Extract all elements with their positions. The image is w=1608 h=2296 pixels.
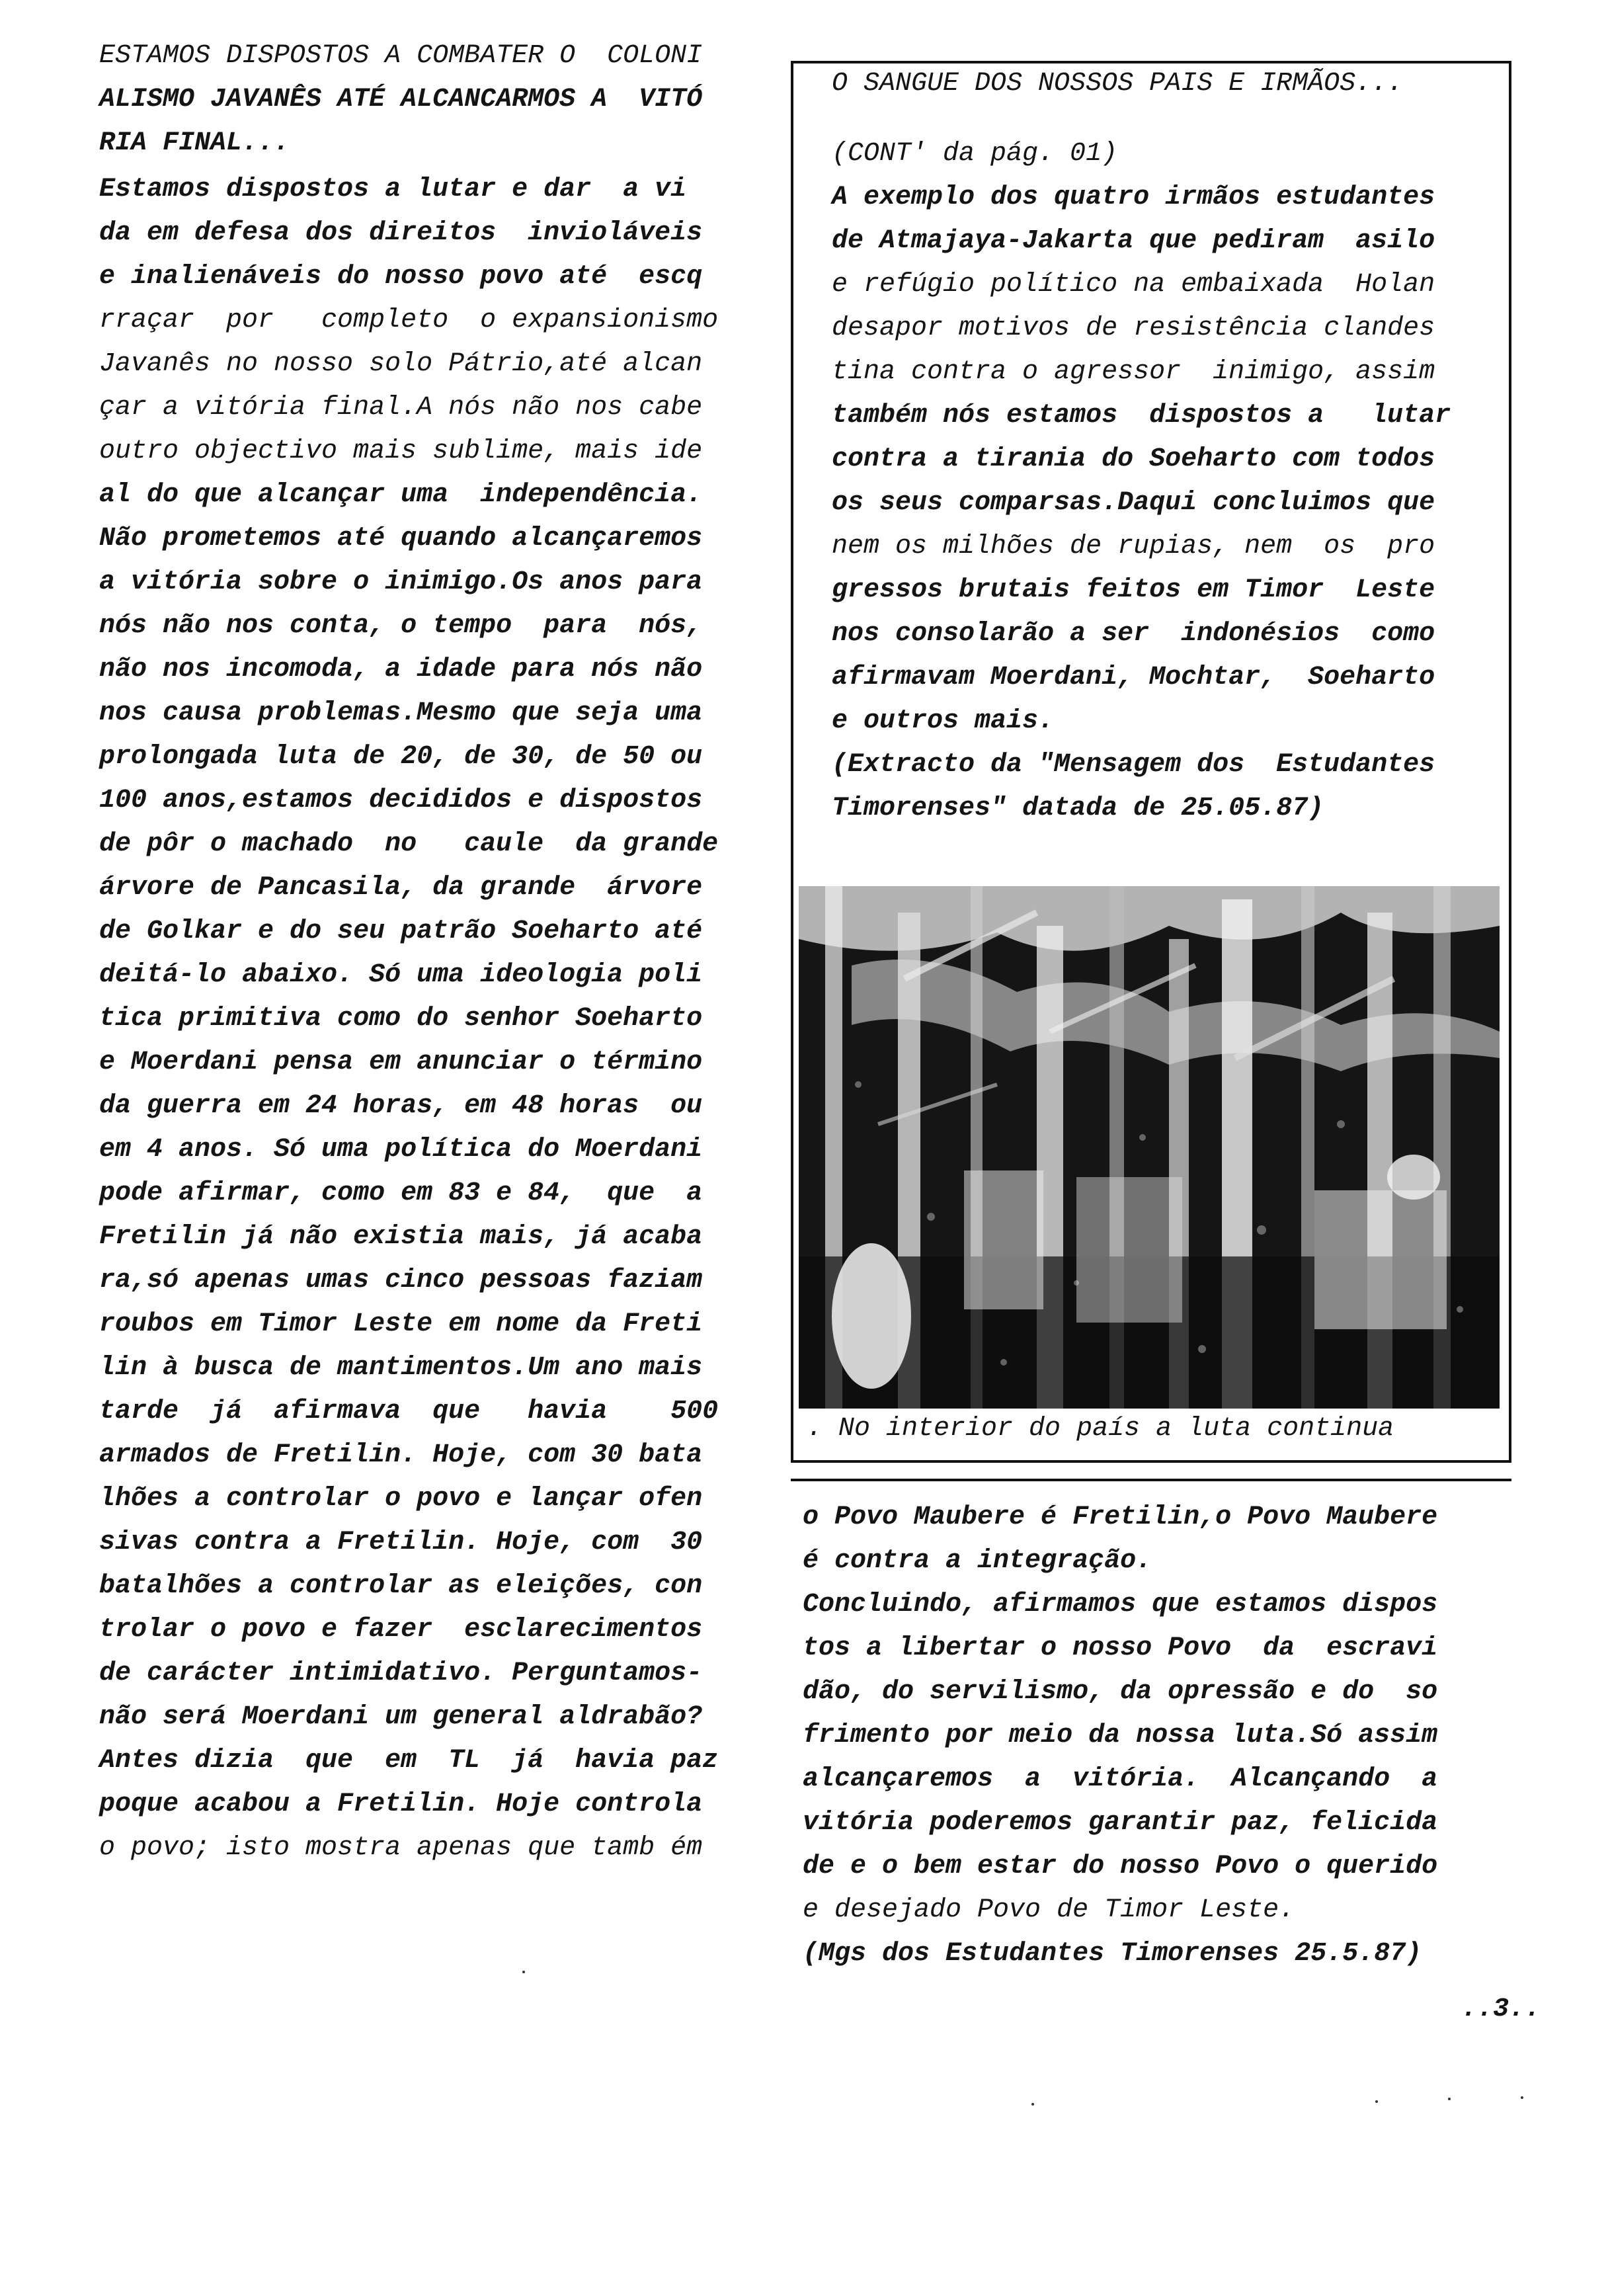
- conclusion-line: é contra a integração.: [803, 1546, 1152, 1576]
- body-line: não nos incomoda, a idade para nós não: [99, 655, 703, 684]
- article-line: de Atmajaya-Jakarta que pediram asilo: [832, 226, 1435, 256]
- article-line: e outros mais.: [832, 706, 1055, 736]
- body-line: de pôr o machado no caule da grande: [99, 829, 719, 859]
- body-line: Não prometemos até quando alcançaremos: [99, 524, 703, 554]
- body-line: o povo; isto mostra apenas que tamb ém: [99, 1833, 703, 1863]
- body-line: Antes dizia que em TL já havia paz: [99, 1746, 719, 1776]
- article-line: também nós estamos dispostos a lutar: [832, 401, 1451, 430]
- conclusion-line: o Povo Maubere é Fretilin,o Povo Maubere: [803, 1502, 1438, 1532]
- body-line: sivas contra a Fretilin. Hoje, com 30: [99, 1528, 703, 1557]
- body-line: trolar o povo e fazer esclarecimentos: [99, 1615, 703, 1645]
- article-line: tina contra o agressor inimigo, assim: [832, 357, 1435, 387]
- body-line: çar a vitória final.A nós não nos cabe: [99, 393, 703, 423]
- section-divider: [791, 1479, 1511, 1481]
- body-line: nós não nos conta, o tempo para nós,: [99, 611, 703, 641]
- article-box-text: [832, 62, 1506, 831]
- article-line: nem os milhões de rupias, nem os pro: [832, 532, 1435, 561]
- body-line: Fretilin já não existia mais, já acaba: [99, 1222, 703, 1252]
- article-line: afirmavam Moerdani, Mochtar, Soeharto: [832, 663, 1435, 692]
- body-line: deitá-lo abaixo. Só uma ideologia poli: [99, 960, 703, 990]
- body-line: Estamos dispostos a lutar e dar a vi: [99, 175, 687, 204]
- body-line: pode afirmar, como em 83 e 84, que a: [99, 1178, 703, 1208]
- body-line: 100 anos,estamos decididos e dispostos: [99, 786, 703, 815]
- body-line: roubos em Timor Leste em nome da Freti: [99, 1309, 703, 1339]
- conclusion-line: de e o bem estar do nosso Povo o querido: [803, 1852, 1438, 1881]
- spacer: [832, 106, 1506, 132]
- body-line: ra,só apenas umas cinco pessoas faziam: [99, 1266, 703, 1295]
- body-line: da em defesa dos direitos invioláveis: [99, 218, 703, 248]
- body-line: tica primitiva como do senhor Soeharto: [99, 1004, 703, 1034]
- body-line: armados de Fretilin. Hoje, com 30 bata: [99, 1440, 703, 1470]
- citation-line: Timorenses" datada de 25.05.87): [832, 794, 1324, 823]
- conclusion-line: e desejado Povo de Timor Leste.: [803, 1895, 1295, 1925]
- conclusion-citation: (Mgs dos Estudantes Timorenses 25.5.87): [803, 1939, 1422, 1969]
- body-line: Javanês no nosso solo Pátrio,até alcan: [99, 349, 703, 379]
- body-line: a vitória sobre o inimigo.Os anos para: [99, 567, 703, 597]
- continued-note: (CONT' da pág. 01): [832, 139, 1118, 169]
- conclusion-line: dão, do servilismo, da opressão e do so: [803, 1677, 1438, 1707]
- body-line: nos causa problemas.Mesmo que seja uma: [99, 698, 703, 728]
- body-line: rraçar por completo o expansionismo: [99, 306, 719, 335]
- article-line: os seus comparsas.Daqui concluimos que: [832, 488, 1435, 518]
- article-line: desapor motivos de resistência clandes: [832, 313, 1435, 343]
- conclusion-line: frimento por meio da nossa luta.Só assim: [803, 1721, 1438, 1750]
- body-line: não será Moerdani um general aldrabão?: [99, 1702, 703, 1732]
- citation-line: (Extracto da "Mensagem dos Estudantes: [832, 750, 1435, 780]
- left-column: [99, 34, 787, 1870]
- article-line: e refúgio político na embaixada Holan: [832, 270, 1435, 300]
- body-line: de Golkar e do seu patrão Soeharto até: [99, 917, 703, 946]
- forest-photo-image: [799, 886, 1500, 1409]
- body-line: lhões a controlar o povo e lançar ofen: [99, 1484, 703, 1514]
- article-line: gressos brutais feitos em Timor Leste: [832, 575, 1435, 605]
- scan-speck: [1521, 2096, 1523, 2099]
- body-line: tarde já afirmava que havia 500: [99, 1397, 719, 1426]
- heading-line: RIA FINAL...: [99, 128, 290, 158]
- body-line: árvore de Pancasila, da grande árvore: [99, 873, 703, 903]
- body-line: prolongada luta de 20, de 30, de 50 ou: [99, 742, 703, 772]
- forest-photo: [799, 886, 1500, 1409]
- photo-caption-wrap: [807, 1407, 1508, 1451]
- body-line: lin à busca de mantimentos.Um ano mais: [99, 1353, 703, 1383]
- left-body: [99, 168, 787, 1870]
- body-line: batalhões a controlar as eleições, con: [99, 1571, 703, 1601]
- conclusion-line: alcançaremos a vitória. Alcançando a: [803, 1764, 1438, 1794]
- body-line: al do que alcançar uma independência.: [99, 480, 703, 510]
- photo-caption: . No interior do país a luta continua: [807, 1414, 1394, 1444]
- body-line: e Moerdani pensa em anunciar o término: [99, 1047, 703, 1077]
- article-line: nos consolarão a ser indonésios como: [832, 619, 1435, 649]
- body-line: poque acabou a Fretilin. Hoje controla: [99, 1789, 703, 1819]
- conclusion-line: vitória poderemos garantir paz, felicida: [803, 1808, 1438, 1838]
- scan-speck: [1448, 2098, 1451, 2100]
- body-line: de carácter intimidativo. Perguntamos-: [99, 1659, 703, 1688]
- article-title: O SANGUE DOS NOSSOS PAIS E IRMÃOS...: [832, 69, 1404, 99]
- heading-line: ALISMO JAVANÊS ATÉ ALCANCARMOS A VITÓ: [99, 85, 703, 114]
- body-line: e inalienáveis do nosso povo até escq: [99, 262, 703, 292]
- scan-speck: [522, 1971, 525, 1973]
- conclusion-line: tos a libertar o nosso Povo da escravi: [803, 1633, 1438, 1663]
- heading-line: ESTAMOS DISPOSTOS A COMBATER O COLONI: [99, 41, 703, 71]
- scan-speck: [1031, 2103, 1034, 2106]
- article-line: contra a tirania do Soeharto com todos: [832, 444, 1435, 474]
- body-line: outro objectivo mais sublime, mais ide: [99, 436, 703, 466]
- page-marker: ..3..: [1461, 1994, 1541, 2024]
- left-heading: [99, 34, 787, 165]
- body-line: da guerra em 24 horas, em 48 horas ou: [99, 1091, 703, 1121]
- scan-speck: [1375, 2100, 1378, 2103]
- right-lower-column: [803, 1496, 1517, 1976]
- page-marker-wrap: [1382, 1988, 1541, 2031]
- body-line: em 4 anos. Só uma política do Moerdani: [99, 1135, 703, 1165]
- article-line: A exemplo dos quatro irmãos estudantes: [832, 183, 1435, 212]
- conclusion-line: Concluindo, afirmamos que estamos dispos: [803, 1590, 1438, 1620]
